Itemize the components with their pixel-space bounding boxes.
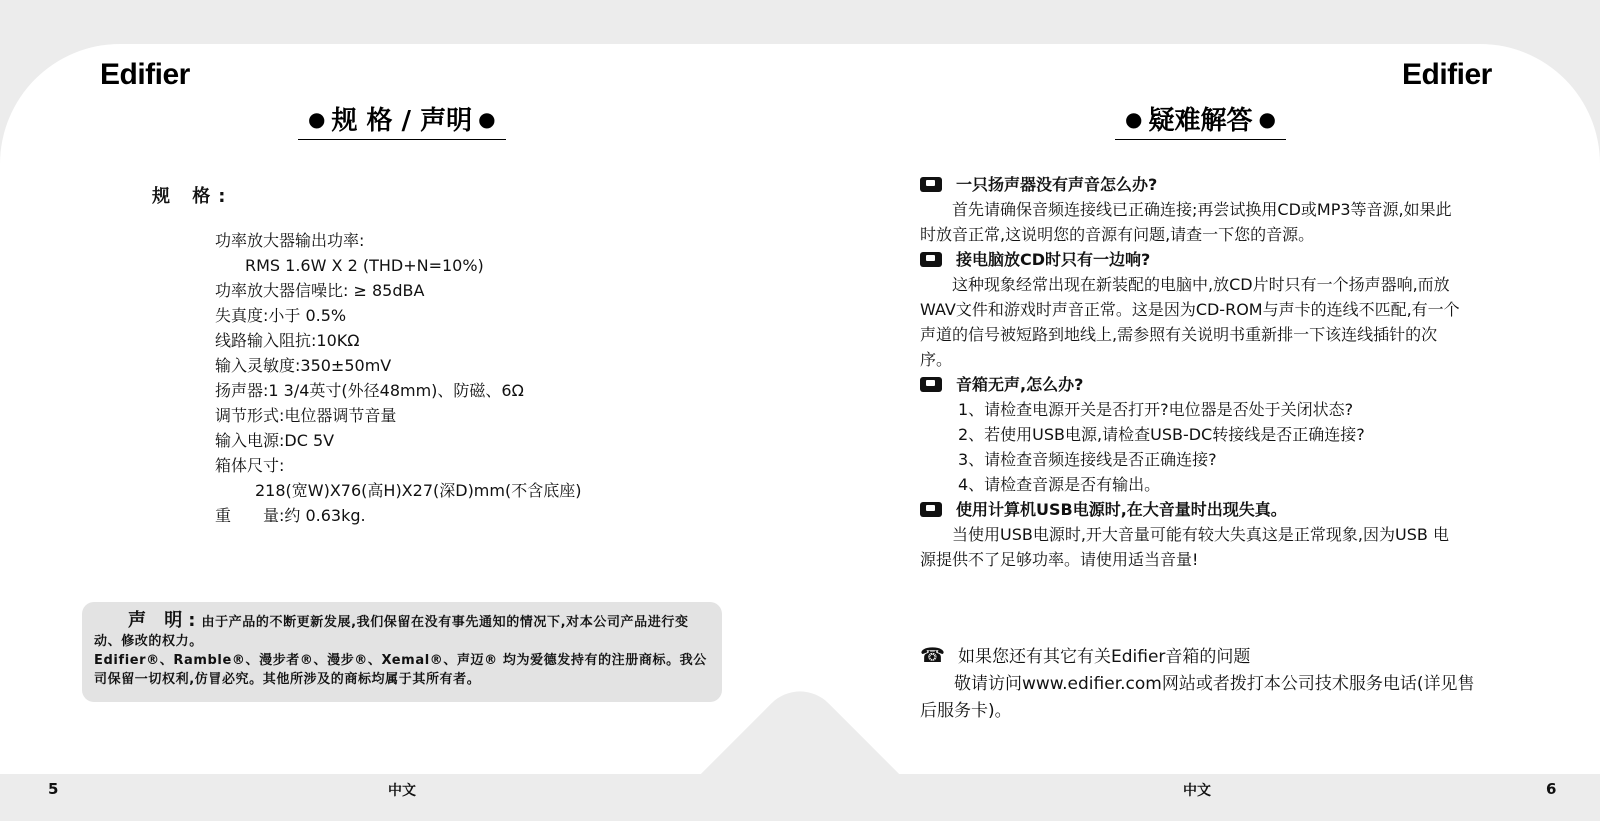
speaker-icon [920,377,942,392]
faq-question-text: 一只扬声器没有声音怎么办? [956,175,1158,194]
faq-list [920,172,1460,572]
contact-line-1 [920,642,1480,671]
language-label-left: 中文 [388,783,416,799]
faq-check-item: 4、请检查音源是否有输出。 [958,475,1161,494]
bullet-dot-icon: ● [478,107,496,131]
notice-paragraph-1 [94,611,710,651]
page-number-left: 5 [48,780,59,798]
spec-line: 重 量:约 0.63kg. [215,506,366,525]
faq-check-item: 2、若使用USB电源,请检查USB-DC转接线是否正确连接? [958,425,1365,444]
faq-question [920,247,1460,272]
faq-title-text: 疑难解答 [1148,106,1253,136]
faq-answer: 首先请确保音频连接线已正确连接;再尝试换用CD或MP3等音源,如果此时放音正常,这说明您的音源有问题,请查一下您的音源。 [920,200,1452,244]
contact-line-2: 敬请访问www.edifier.com网站或者拨打本公司技术服务电话(详见售后服务卡)。 [920,674,1475,721]
faq-question [920,372,1460,397]
spec-title-text: 规 格 / 声明 [331,106,473,136]
faq-question [920,172,1460,197]
faq-question-text: 接电脑放CD时只有一边响? [956,250,1151,269]
notice-heading: 声 明: [128,610,202,631]
language-label-right: 中文 [1183,783,1211,799]
contact-block [920,642,1480,725]
bullet-dot-icon: ● [1258,107,1276,131]
speaker-icon [920,252,942,267]
faq-check-item: 3、请检查音频连接线是否正确连接? [958,450,1217,469]
speaker-icon [920,177,942,192]
faq-check-item: 1、请检查电源开关是否打开?电位器是否处于关闭状态? [958,400,1354,419]
faq-answer: 这种现象经常出现在新装配的电脑中,放CD片时只有一个扬声器响,而放WAV文件和游戏时声音正常。这是因为CD-ROM与声卡的连线不匹配,有一个声道的信号被短路到地线上,需参照有关说明书重新排一下该连线插针的次序。 [920,275,1460,369]
spec-heading: 规 格: [152,186,234,207]
spec-line: 失真度:小于 0.5% [215,306,347,325]
faq-answer: 当使用USB电源时,开大音量可能有较大失真这是正常现象,因为USB 电源提供不了足够功率。请使用适当音量! [920,525,1449,569]
page-number-right: 6 [1546,780,1557,798]
faq-section-title [1115,100,1286,140]
spec-line: RMS 1.6W X 2 (THD+N=10%) [245,256,484,275]
notice-text-1: 由于产品的不断更新发展,我们保留在没有事先通知的情况下,对本公司产品进行变动、修改的权力。 [94,615,689,649]
faq-question-text: 音箱无声,怎么办? [956,375,1084,394]
bullet-dot-icon: ● [308,107,326,131]
faq-question [920,497,1460,522]
bullet-dot-icon: ● [1125,107,1143,131]
spec-line: 输入灵敏度:350±50mV [215,356,392,375]
spec-list [215,228,581,528]
spec-line: 线路输入阻抗:10KΩ [215,331,360,350]
spec-line: 扬声器:1 3/4英寸(外径48mm)、防磁、6Ω [215,381,524,400]
edifier-logo-left: Edifier [100,58,190,91]
edifier-logo-right: Edifier [1402,58,1492,91]
speaker-icon [920,502,942,517]
phone-icon: ☎ [920,643,945,667]
spec-line: 功率放大器信噪比: ≥ 85dBA [215,281,425,300]
spec-line: 218(宽W)X76(高H)X27(深D)mm(不含底座) [255,481,582,500]
spec-line: 输入电源:DC 5V [215,431,335,450]
spec-section-title [298,100,506,140]
notice-paragraph-2: Edifier®、Ramble®、漫步者®、漫步®、Xemal®、声迈® 均为爱德发持有的注册商标。我公司保留一切权利,仿冒必究。其他所涉及的商标均属于其所有者。 [94,653,707,687]
spec-line: 调节形式:电位器调节音量 [215,406,397,425]
contact-text-1: 如果您还有其它有关Edifier音箱的问题 [958,647,1251,667]
spec-line: 功率放大器输出功率: [215,231,365,250]
faq-question-text: 使用计算机USB电源时,在大音量时出现失真。 [956,500,1287,519]
spec-line: 箱体尺寸: [215,456,285,475]
notice-box [82,602,722,702]
